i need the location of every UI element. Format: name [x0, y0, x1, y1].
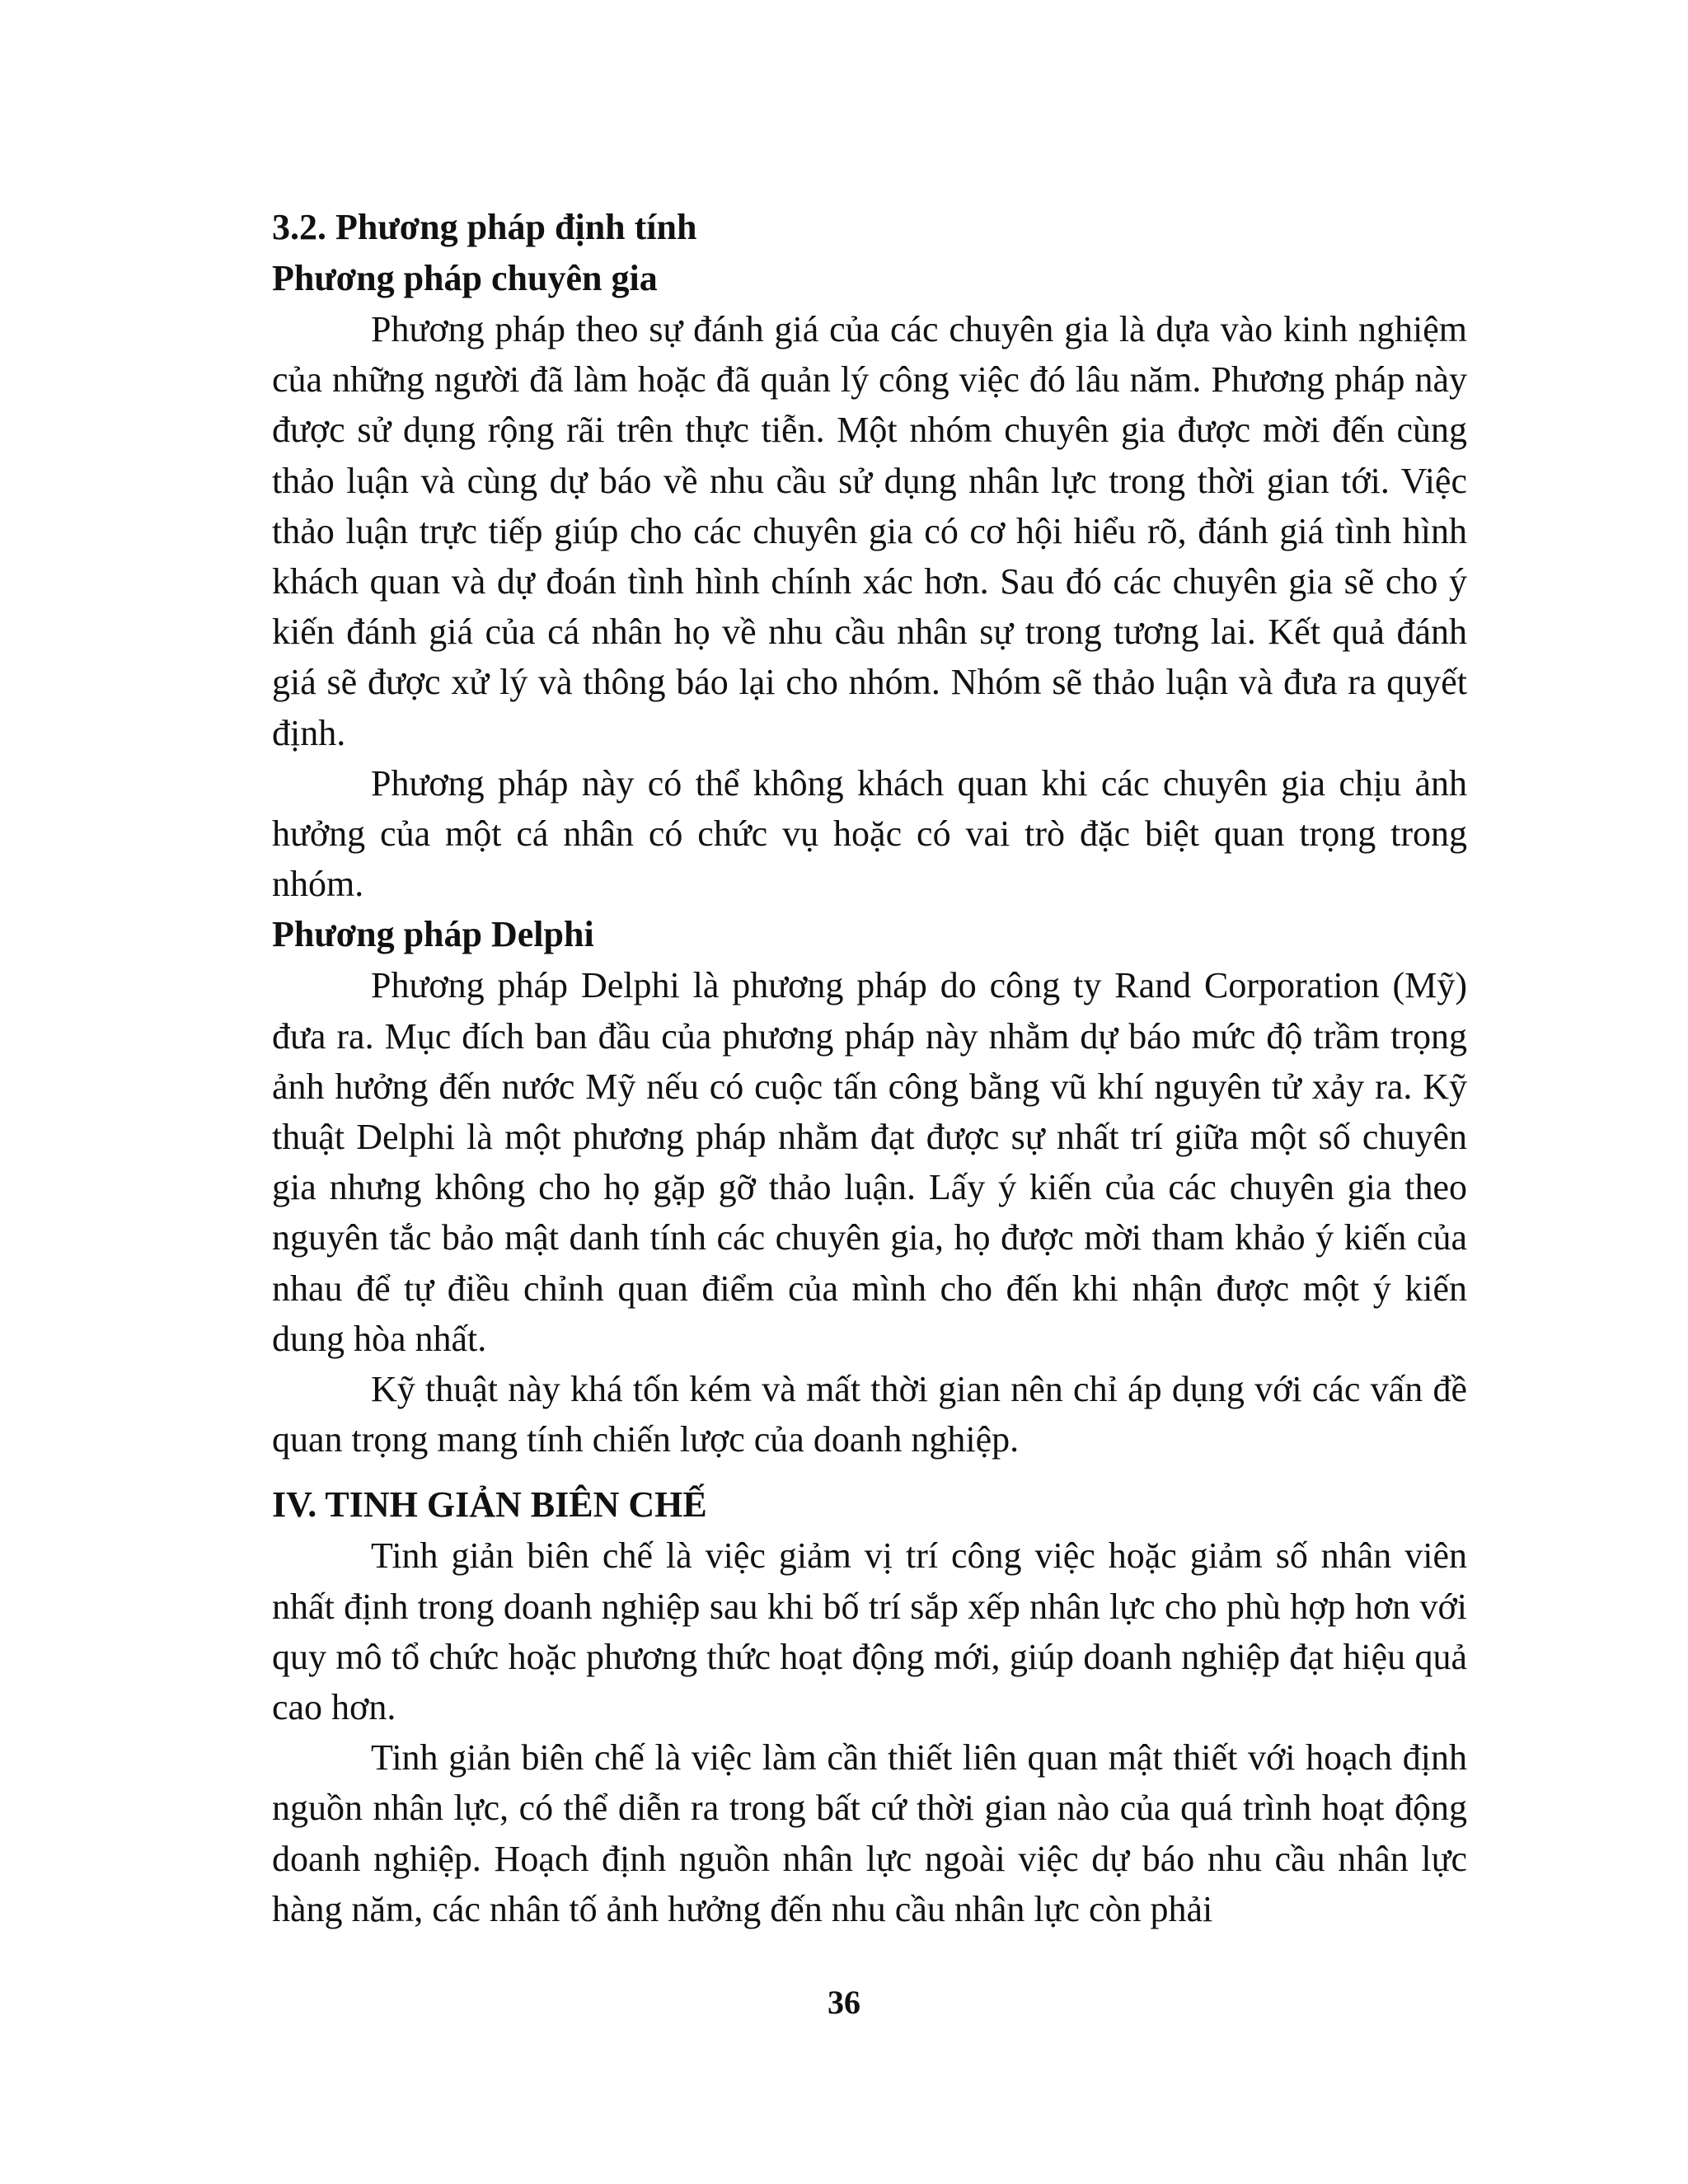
section-heading: 3.2. Phương pháp định tính — [272, 207, 697, 247]
paragraph: Tinh giản biên chế là việc làm cần thiết liên quan mật thiết với hoạch định nguồn nhân lực, có thể diễn ra trong bất cứ thời gian nào của quá trình hoạt động doanh nghiệp. Hoạch định nguồn nhân lực ngoài việc dự báo nhu cầu nhân lực hàng năm, các nhân tố ảnh hưởng đến nhu cầu nhân lực còn phải — [272, 1737, 1467, 1929]
paragraph: Kỹ thuật này khá tốn kém và mất thời gian nên chỉ áp dụng với các vấn đề quan trọng mang tính chiến lược của doanh nghiệp. — [272, 1369, 1467, 1460]
expert-method-title: Phương pháp chuyên gia — [272, 258, 658, 298]
paragraph: Tinh giản biên chế là việc giảm vị trí công việc hoặc giảm số nhân viên nhất định trong doanh nghiệp sau khi bố trí sắp xếp nhân lực cho phù hợp hơn với quy mô tổ chức hoặc phương thức hoạt động mới, giúp doanh nghiệp đạt hiệu quả cao hơn. — [272, 1535, 1467, 1728]
document-page — [272, 202, 1467, 1934]
page-number: 36 — [828, 1984, 860, 2021]
chapter-heading: IV. TINH GIẢN BIÊN CHẾ — [272, 1484, 707, 1526]
paragraph: Phương pháp Delphi là phương pháp do công ty Rand Corporation (Mỹ) đưa ra. Mục đích ban đầu của phương pháp này nhằm dự báo mức độ trầm trọng ảnh hưởng đến nước Mỹ nếu có cuộc tấn công bằng vũ khí nguyên tử xảy ra. Kỹ thuật Delphi là một phương pháp nhằm đạt được sự nhất trí giữa một số chuyên gia nhưng không cho họ gặp gỡ thảo luận. Lấy ý kiến của các chuyên gia theo nguyên tắc bảo mật danh tính các chuyên gia, họ được mời tham khảo ý kiến của nhau để tự điều chỉnh quan điểm của mình cho đến khi nhận được một ý kiến dung hòa nhất. — [272, 965, 1467, 1359]
paragraph: Phương pháp theo sự đánh giá của các chuyên gia là dựa vào kinh nghiệm của những người đã làm hoặc đã quản lý công việc đó lâu năm. Phương pháp này được sử dụng rộng rãi trên thực tiễn. Một nhóm chuyên gia được mời đến cùng thảo luận và cùng dự báo về nhu cầu sử dụng nhân lực trong thời gian tới. Việc thảo luận trực tiếp giúp cho các chuyên gia có cơ hội hiểu rõ, đánh giá tình hình khách quan và dự đoán tình hình chính xác hơn. Sau đó các chuyên gia sẽ cho ý kiến đánh giá của cá nhân họ về nhu cầu nhân sự trong tương lai. Kết quả đánh giá sẽ được xử lý và thông báo lại cho nhóm. Nhóm sẽ thảo luận và đưa ra quyết định. — [272, 309, 1467, 753]
delphi-method-title: Phương pháp Delphi — [272, 914, 594, 955]
paragraph: Phương pháp này có thể không khách quan khi các chuyên gia chịu ảnh hưởng của một cá nhân có chức vụ hoặc có vai trò đặc biệt quan trọng trong nhóm. — [272, 762, 1467, 905]
